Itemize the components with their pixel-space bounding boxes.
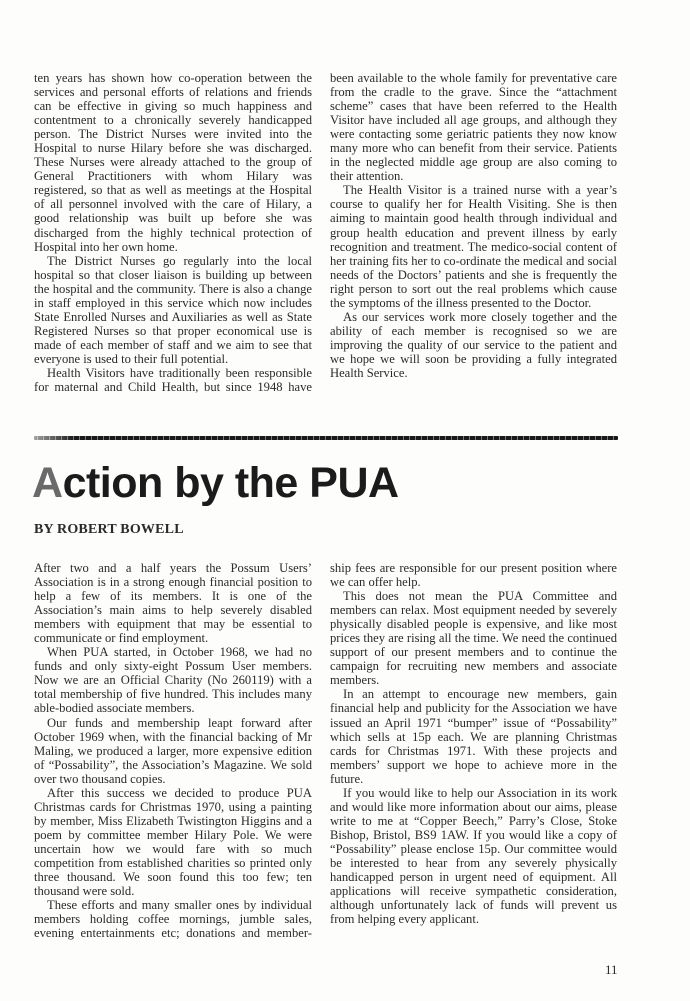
paragraph: been available to the whole family for preventative care from the cradle to the grave. Since the “attachment scheme” cases that have been referred to the Health Visitor have included all age groups, and although they were contacting some geriatric patients they now know many more who can benefit from their service. Patients in the neglected middle age group are also coming to their attention. — [330, 71, 617, 184]
paragraph: ship fees are responsible for our present position where we can offer help. — [330, 561, 617, 590]
paragraph: These efforts and many smaller ones by individual members holding coffee mornings, jumble sales, evening entertainments etc; donations and member- — [34, 898, 312, 941]
title-rest: ction by the PUA — [62, 459, 399, 507]
previous-article-left-column — [34, 71, 312, 394]
paragraph: In an attempt to encourage new members, gain financial help and publicity for the Association we have issued an April 1971 “bumper” issue of “Possability” which sells at 15p each. We are planning Christmas cards for Christmas 1971. With these projects and members’ support we hope to achieve more in the future. — [330, 687, 617, 786]
paragraph: Health Visitors have traditionally been responsible for maternal and Child Health, but since 1948 have — [34, 365, 312, 395]
page-number: 11 — [605, 962, 618, 977]
paragraph: When PUA started, in October 1968, we had no funds and only sixty-eight Possum User members. Now we are an Official Charity (No 260119) with a total membership of five hundred. This includes many able-bodied associate members. — [34, 645, 312, 716]
title-initial: A — [32, 459, 63, 507]
article-title — [32, 458, 399, 508]
paragraph: This does not mean the PUA Committee and members can relax. Most equipment needed by severely physically disabled people is expensive, and like most prices they are rising all the time. We need the continued support of our present members and to continue the campaign for recruiting new members and associate members. — [330, 589, 617, 688]
paragraph: The District Nurses go regularly into the local hospital so that closer liaison is building up between the hospital and the community. There is also a change in staff employed in this service which now includes State Enrolled Nurses and Auxiliaries as well as State Registered Nurses so that proper economical use is made of each member of staff and we aim to see that everyone is used to their full potential. — [34, 253, 312, 366]
paragraph: As our services work more closely together and the ability of each member is recognised so we are improving the quality of our service to the patient and we hope we will soon be providing a fully integrated Health Service. — [330, 309, 617, 380]
paragraph: Our funds and membership leapt forward after October 1969 when, with the financial backing of Mr Maling, we produced a larger, more expensive edition of “Possability”, the Association’s Magazine. We sold over two thousand copies. — [34, 715, 312, 786]
paragraph: ten years has shown how co-operation between the services and personal efforts of relations and friends can be effective in giving so much happiness and contentment to a chronically severely handicapped person. The District Nurses were invited into the Hospital to nurse Hilary before she was discharged. These Nurses were already attached to the group of General Practitioners with whom Hilary was registered, so that as well as meetings at the Hospital of all personnel involved with the care of Hilary, a good relationship was built up before she was discharged from the highly technical protection of Hospital into her own home. — [34, 71, 312, 254]
section-divider-rule — [34, 436, 618, 440]
paragraph: After this success we decided to produce PUA Christmas cards for Christmas 1970, using a painting by member, Miss Elizabeth Twistington Higgins and a poem by committee member Hilary Pole. We were uncertain how we would fare with so much competition from established charities so printed only three thousand. We soon found this too few; ten thousand were sold. — [34, 785, 312, 899]
previous-article-right-column — [330, 71, 617, 380]
paragraph: The Health Visitor is a trained nurse with a year’s course to qualify her for Health Visiting. She is then aiming to maintain good health through individual and group health education and prevent illness by early recognition and treatment. The medico-social content of her training fits her to co-ordinate the medical and social needs of the Doctors’ patients and she is frequently the right person to sort out the real problems which cause the symptoms of the illness presented to the Doctor. — [330, 183, 617, 310]
paragraph: After two and a half years the Possum Users’ Association is in a strong enough financial position to help a few of its members. It is one of the Association’s main aims to help severely disabled members with equipment that may be essential to communicate or find employment. — [34, 561, 312, 646]
paragraph: If you would like to help our Association in its work and would like more information about our aims, please write to me at “Copper Beech,” Parry’s Close, Stoke Bishop, Bristol, BS9 1AW. If you would like a copy of “Possability” please enclose 15p. Our committee would be interested to hear from any severely physically handicapped person in urgent need of equipment. All applications will receive sympathetic consideration, although unfortunately lack of funds will prevent us from helping every applicant. — [330, 785, 617, 927]
article-byline: BY ROBERT BOWELL — [34, 522, 184, 537]
article-right-column — [330, 561, 617, 926]
article-left-column — [34, 561, 312, 940]
